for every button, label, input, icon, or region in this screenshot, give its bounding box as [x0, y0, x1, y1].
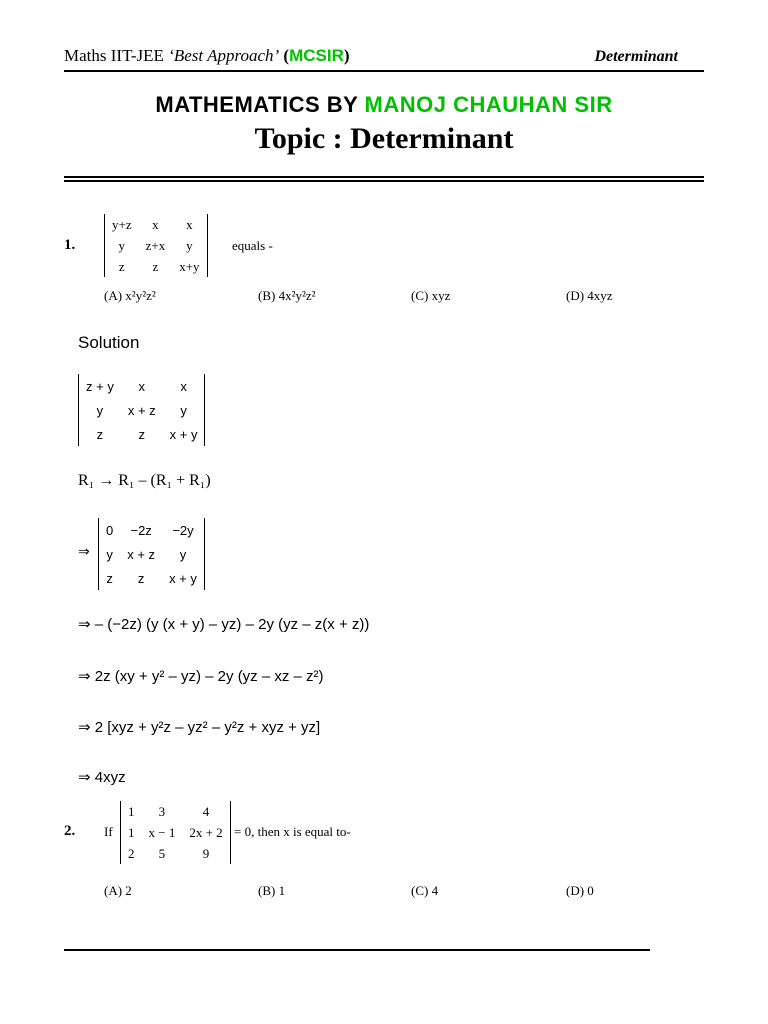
- sol-matrix2-cell: x + y: [169, 570, 197, 586]
- header-rule: [64, 70, 704, 72]
- q1-cell: z: [118, 258, 125, 274]
- page-title: Topic : Determinant: [254, 122, 514, 155]
- q2-matrix-row: [121, 822, 230, 843]
- q1-number: 1.: [64, 237, 76, 253]
- q2-cell: 5: [158, 845, 166, 861]
- sol-matrix1-cell: y: [96, 402, 104, 418]
- sol-matrix1-cell: x: [138, 378, 145, 394]
- sol-matrix2-cell: y: [106, 546, 113, 562]
- header-prefix: Maths IIT-JEE: [64, 46, 169, 65]
- sol-matrix2-row: [99, 566, 204, 590]
- header-title: [64, 46, 350, 66]
- q2-matrix-row: [121, 801, 230, 822]
- q2-cell: 4: [202, 803, 210, 819]
- q2-option-b: (B) 1: [258, 883, 286, 898]
- q2-matrix-row: [121, 843, 230, 864]
- solution-step-3: ⇒ 2 [xyz + y²z – yz² – y²z + xyz + yz]: [78, 719, 321, 736]
- q1-suffix: equals -: [232, 238, 273, 253]
- sol-matrix1-cell: x: [180, 378, 187, 394]
- q1-matrix-row: [105, 256, 207, 277]
- sol-matrix2-cell: x + z: [127, 546, 156, 562]
- q2-cell: 1: [128, 803, 135, 819]
- sol-matrix1-cell: z: [138, 426, 145, 442]
- q2-suffix: = 0, then x is equal to-: [234, 824, 351, 839]
- title-prefix: MATHEMATICS BY: [155, 92, 365, 117]
- sol-matrix1-row: [79, 374, 204, 398]
- header-close-paren: ): [343, 46, 350, 65]
- q2-cell: 1: [128, 824, 135, 840]
- header-topic: Determinant: [594, 48, 678, 65]
- sol-matrix2-cell: z: [106, 570, 113, 586]
- sol-matrix2-cell: 0: [106, 522, 114, 538]
- title-author: MANOJ CHAUHAN SIR: [364, 92, 613, 117]
- q2-cell: x − 1: [148, 824, 176, 840]
- q1-option-b: (B) 4x²y²z²: [258, 288, 316, 303]
- q1-cell: y: [186, 237, 193, 253]
- sol-matrix2-cell: z: [137, 570, 145, 586]
- implies-arrow: ⇒: [78, 545, 90, 560]
- sol-matrix1-cell: y: [180, 402, 187, 418]
- title-rule-1: [64, 176, 704, 178]
- solution-heading: Solution: [78, 333, 140, 352]
- q1-cell: z+x: [145, 237, 166, 253]
- sol-matrix2-row: [99, 518, 204, 542]
- q1-cell: x: [186, 216, 193, 232]
- sol-matrix1-cell: x + z: [127, 402, 156, 418]
- q2-cell: 9: [202, 845, 210, 861]
- q2-option-a: (A) 2: [104, 883, 132, 898]
- solution-step-2: ⇒ 2z (xy + y² – yz) – 2y (yz – xz – z²): [78, 668, 324, 685]
- q1-option-d: (D) 4xyz: [566, 288, 613, 303]
- sol-matrix1-cell: x + y: [169, 426, 198, 442]
- header-open-paren: (: [279, 46, 290, 65]
- q2-number: 2.: [64, 823, 76, 839]
- sol-matrix1-row: [79, 422, 204, 446]
- sol-matrix2-cell: −2y: [172, 522, 194, 538]
- sol-matrix2-cell: −2z: [130, 522, 152, 538]
- q2-cell: 3: [158, 803, 166, 819]
- title-rule-2: [64, 180, 704, 182]
- q1-matrix-row: [105, 235, 207, 256]
- sol-matrix2-cell: y: [179, 546, 187, 562]
- sol-matrix1-cell: z: [96, 426, 104, 442]
- q1-cell: y+z: [112, 216, 132, 232]
- sol-matrix1-cell: z + y: [86, 378, 114, 394]
- q1-cell: x: [152, 216, 159, 232]
- sol-matrix2-row: [99, 542, 204, 566]
- sol-matrix1-row: [79, 398, 204, 422]
- q1-cell: y: [118, 237, 126, 253]
- solution-determinant-2: [98, 518, 205, 590]
- row-operation: R₁ → R₁ – (R₁ + R₁): [78, 472, 211, 489]
- solution-determinant-1: [78, 374, 205, 446]
- q1-option-a: (A) x²y²z²: [104, 288, 156, 303]
- q1-cell: z: [152, 258, 159, 274]
- q1-determinant: [104, 214, 208, 277]
- title-line: [0, 92, 768, 118]
- header-brand: MCSIR: [289, 46, 344, 65]
- q2-option-c: (C) 4: [411, 883, 439, 898]
- q2-cell: 2: [128, 845, 135, 861]
- q2-cell: 2x + 2: [189, 824, 223, 840]
- q2-determinant: [120, 801, 231, 864]
- solution-step-1: ⇒ – (−2z) (y (x + y) – yz) – 2y (yz – z(x + z)): [78, 616, 370, 633]
- q1-matrix-row: [105, 214, 207, 235]
- q1-cell: x+y: [179, 258, 200, 274]
- q2-prefix: If: [104, 824, 113, 839]
- solution-step-4: ⇒ 4xyz: [78, 769, 126, 786]
- q1-option-c: (C) xyz: [411, 288, 451, 303]
- q2-option-d: (D) 0: [566, 883, 594, 898]
- header-approach: ‘Best Approach’: [168, 46, 280, 65]
- footer-rule: [64, 949, 650, 951]
